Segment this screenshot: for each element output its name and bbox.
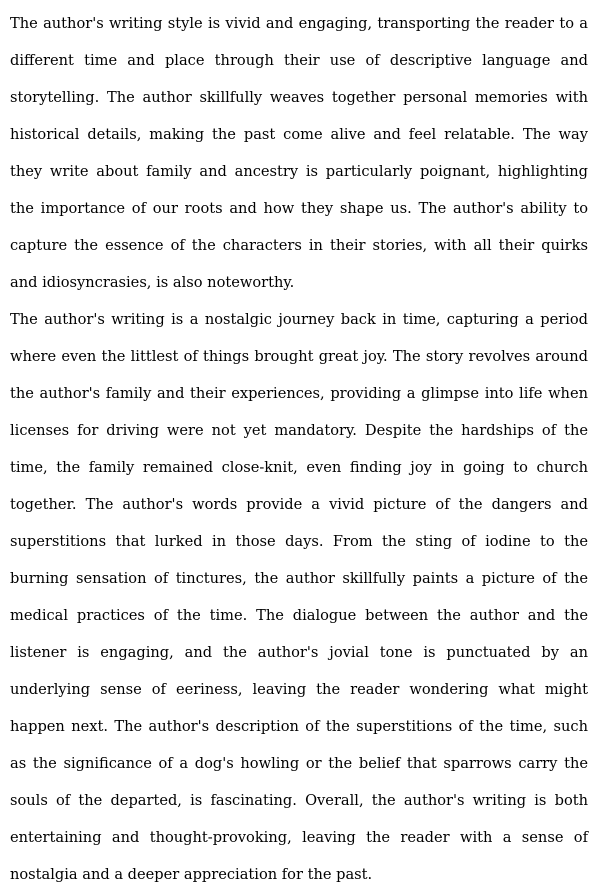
paragraph-writing-style: The author's writing style is vivid and engaging, transporting the reader to a different time and place through their use of descriptive language and storytelling. The author skillfully weaves together personal memories with historical details, making the past come alive and feel relatable. The way they write about family and ancestry is particularly poignant, highlighting the importance of our roots and how they shape us. The author's ability to capture the essence of the characters in their stories, with all their quirks and idiosyncrasies, is also noteworthy.	[10, 15, 588, 291]
paragraph-nostalgic-journey: The author's writing is a nostalgic journey back in time, capturing a period where even the littlest of things brought great joy. The story revolves around the author's family and their experiences, providing a glimpse into life when licenses for driving were not yet mandatory. Despite the hardships of the time, the family remained close-knit, even finding joy in going to church together. The author's words provide a vivid picture of the dangers and superstitions that lurked in those days. From the sting of iodine to the burning sensation of tinctures, the author skillfully paints a picture of the medical practices of the time. The dialogue between the author and the listener is engaging, and the author's jovial tone is punctuated by an underlying sense of eeriness, leaving the reader wondering what might happen next. The author's description of the superstitions of the time, such as the significance of a dog's howling or the belief that sparrows carry the souls of the departed, is fascinating. Overall, the author's writing is both entertaining and thought-provoking, leaving the reader with a sense of nostalgia and a deeper appreciation for the past.	[10, 311, 588, 883]
document-body	[10, 5, 588, 893]
